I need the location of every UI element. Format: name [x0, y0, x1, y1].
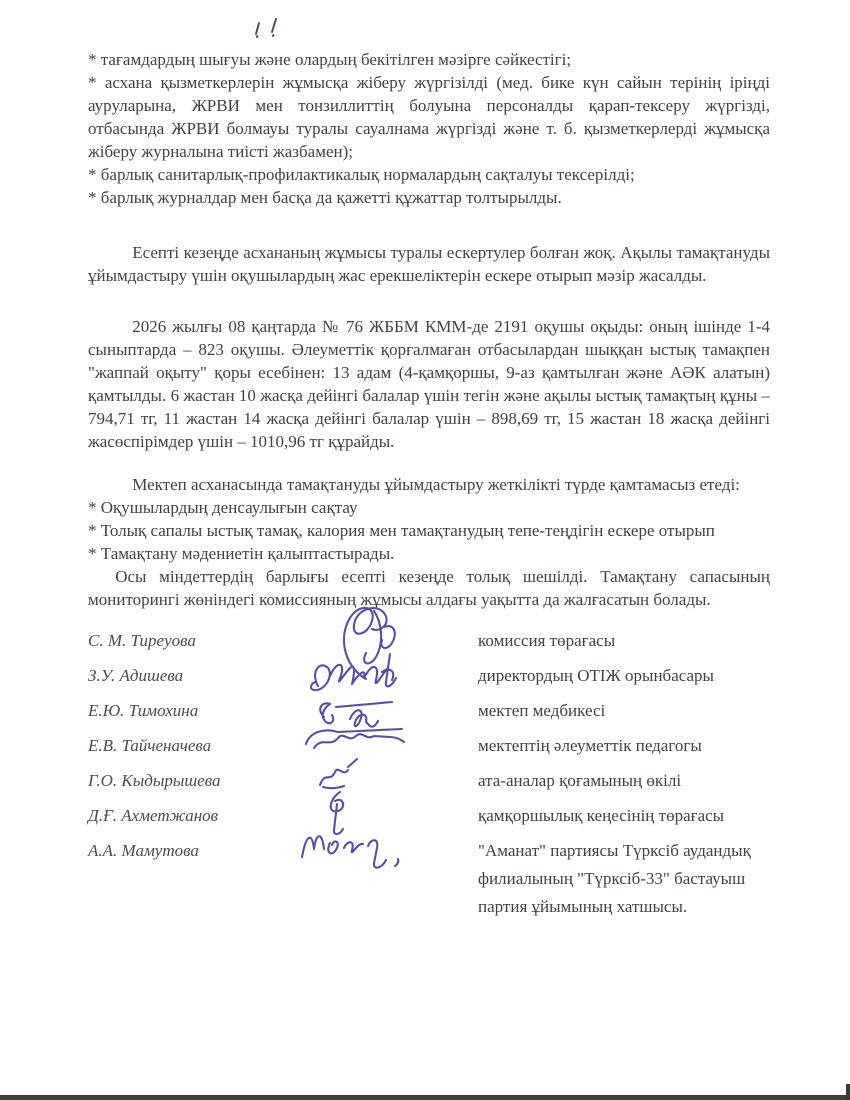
signatory-name: Г.О. Кыдырышева: [88, 771, 221, 790]
bullet-health: * Оқушылардың денсаулығын сақтау: [88, 498, 358, 517]
signature-row: [88, 693, 770, 728]
signatory-name: З.У. Адишева: [88, 666, 184, 685]
signatory-role: қамқоршылық кеңесінің төрағасы: [478, 806, 725, 825]
document-body: [88, 48, 770, 921]
bullet-staff-admission: * асхана қызметкерлерін жұмысқа жіберу жүргізілді (мед. бике күн сайын терінің іріңді ауруларына, ЖРВИ мен тонзиллиттің болуына персоналды қарап-тексеру жүргізді, отбасында ЖРВИ болмауы туралы сауалнама жүргізді және т. б. қызметкерлерді жұмысқа жіберу журналына тиісті жазбамен);: [88, 73, 770, 161]
signature-row: [88, 623, 770, 658]
signatory-role: комиссия төрағасы: [478, 631, 616, 650]
signatory-name: Д.Ғ. Ахметжанов: [88, 806, 219, 825]
signature-row: [88, 833, 770, 921]
signature-row: [88, 728, 770, 763]
signatory-role: директордың ОТІЖ орынбасары: [478, 666, 714, 685]
signatory-role: ата-аналар қоғамының өкілі: [478, 771, 682, 790]
signature-ink-icon: [294, 815, 429, 871]
bullet-sanitary-norms: * барлық санитарлық-профилактикалық нормалардың сақталуы тексерілді;: [88, 165, 635, 184]
paragraph-statistics: 2026 жылғы 08 қаңтарда № 76 ЖББМ КММ-де 2191 оқушы оқыды: оның ішінде 1-4 сыныптарда – 823 оқушы. Әлеуметтік қорғалмаған отбасылардан шыққан ыстық тамақпен "жаппай оқыту" қоры есебінен: 13 адам (4-қамқоршы, 9-аз қамтылған және АӘК алатын) қамтылды. 6 жастан 10 жасқа дейінгі балалар үшін тегін және ақылы ыстық тамақтың құны – 794,71 тг, 11 жастан 14 жасқа дейінгі балалар үшін – 898,69 тг, 15 жастан 18 жасқа дейінгі жасөспірімдер үшін – 1010,96 тг құрайды.: [88, 317, 770, 451]
signature-block: [88, 623, 770, 921]
signatory-name: А.А. Мамутова: [88, 841, 199, 860]
signatory-name: Е.В. Тайченачева: [88, 736, 212, 755]
signature-ink-icon: [298, 724, 410, 754]
bullet-menu-compliance: * тағамдардың шығуы және олардың бекітілген мәзірге сәйкестігі;: [88, 50, 572, 69]
signature-row: [88, 798, 770, 833]
signatory-role: "Аманат" партиясы Түрксіб аудандық филиалының "Түрксіб-33" бастауыш партия ұйымының хатшысы.: [478, 841, 751, 916]
signature-row: [88, 763, 770, 798]
signature-row: [88, 658, 770, 693]
scan-edge-bottom: [0, 1095, 850, 1100]
paragraph-provision-intro: Мектеп асханасында тамақтануды ұйымдастыру жеткілікті түрде қамтамасыз етеді:: [132, 475, 740, 494]
bullet-quality-food: * Толық сапалы ыстық тамақ, калория мен тамақтанудың тепе-теңдігін ескере отырып: [88, 521, 715, 540]
signatory-name: Е.Ю. Тимохина: [88, 701, 199, 720]
paragraph-report-period: Есепті кезеңде асхананың жұмысы туралы ескертулер болған жоқ. Ақылы тамақтануды ұйымдастыру үшін оқушылардың жас ерекшеліктерін ескере отырып мәзір жасалды.: [88, 243, 770, 285]
signatory-role: мектептің әлеуметтік педагогы: [478, 736, 702, 755]
signatory-role: мектеп медбикесі: [478, 701, 606, 720]
paragraph-conclusion: Осы міндеттердің барлығы есепті кезеңде толық шешілді. Тамақтану сапасының мониторингі жөніндегі комиссияның жұмысы алдағы уақытта да жалғасатын болады.: [88, 567, 770, 609]
signatory-name: С. М. Тиреуова: [88, 631, 196, 650]
handwritten-mark-icon: [248, 14, 288, 40]
bullet-journals-filled: * барлық журналдар мен басқа да қажетті құжаттар толтырылды.: [88, 188, 562, 207]
bullet-food-culture: * Тамақтану мәдениетін қалыптастырады.: [88, 544, 395, 563]
scan-edge-corner: [846, 1084, 850, 1100]
